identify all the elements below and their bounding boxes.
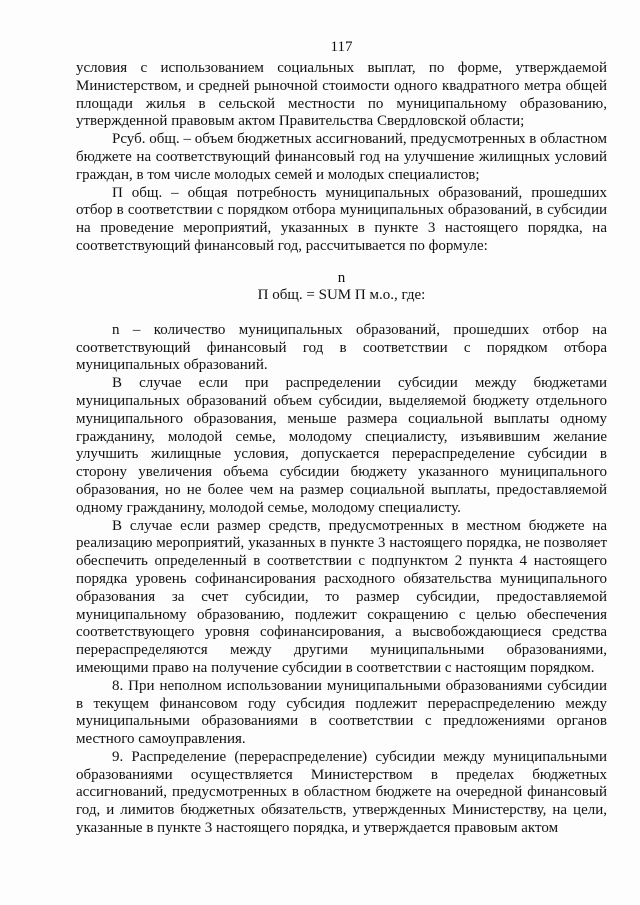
paragraph-local-budget-insufficient: В случае если размер средств, предусмотренных в местном бюджете на реализацию мероприятий, указанных в пункте 3 настоящего порядка, не позволяет обеспечить определенный в соответствии с подпунктом 2 пункта 4 настоящего порядка уровень софинансирования расходного обязательства муниципального образования за счет субсидии, то размер субсидии, предоставляемой муниципальному образованию, подлежит сокращению с целью обеспечения соответствующего уровня софинансирования, а высвобождающиеся средства перераспределяются между другими муниципальными образованиями, имеющими право на получение субсидии в соответствии с настоящим порядком.	[76, 517, 607, 676]
paragraph-p-total-definition: П общ. – общая потребность муниципальных образований, прошедших отбор в соответствии с порядком отбора муниципальных образований, в субсидии на проведение мероприятий, указанных в пункте 3 настоящего порядка, на соответствующий финансовый год, рассчитывается по формуле:	[76, 184, 607, 254]
paragraph-redistribution-small-subsidy: В случае если при распределении субсидии между бюджетами муниципальных образований объем субсидии, выделяемой бюджету отдельного муниципального образования, меньше размера социальной выплаты одному гражданину, молодой семье, молодому специалисту, изъявившим желание улучшить жилищные условия, допускается перераспределение субсидии в сторону увеличения объема субсидии бюджету указанного муниципального образования, но не более чем на размер социальной выплаты, предоставляемой одному гражданину, молодой семье, молодому специалисту.	[76, 375, 607, 516]
paragraph-rsub-definition: Pсуб. общ. – объем бюджетных ассигнований, предусмотренных в областном бюджете на соответствующий финансовый год на улучшение жилищных условий граждан, в том числе молодых семей и молодых специалистов;	[76, 131, 607, 183]
paragraph-item-8: 8. При неполном использовании муниципальными образованиями субсидии в текущем финансовом году субсидия подлежит перераспределению между муниципальными образованиями в соответствии с предложениями органов местного самоуправления.	[76, 677, 607, 748]
formula-block	[76, 270, 607, 304]
paragraph-n-definition: n – количество муниципальных образований, прошедших отбор на соответствующий финансовый год в соответствии с порядком отбора муниципальных образований.	[76, 321, 607, 374]
paragraph-continuation: условия с использованием социальных выплат, по форме, утверждаемой Министерством, и средней рыночной стоимости одного квадратного метра общей площади жилья в сельской местности по муниципальному образованию, утвержденной правовым актом Правительства Свердловской области;	[76, 60, 607, 130]
formula-expression: П общ. = SUM П м.о., где:	[257, 286, 426, 303]
paragraph-item-9: 9. Распределение (перераспределение) субсидии между муниципальными образованиями осуществляется Министерством в пределах бюджетных ассигнований, предусмотренных в областном бюджете на очередной финансовый год, и лимитов бюджетных обязательств, утвержденных Министерству, на цели, указанные в пункте 3 настоящего порядка, и утверждается правовым актом	[76, 748, 607, 837]
page-number: 117	[330, 39, 353, 55]
formula-superscript: n	[337, 269, 346, 286]
